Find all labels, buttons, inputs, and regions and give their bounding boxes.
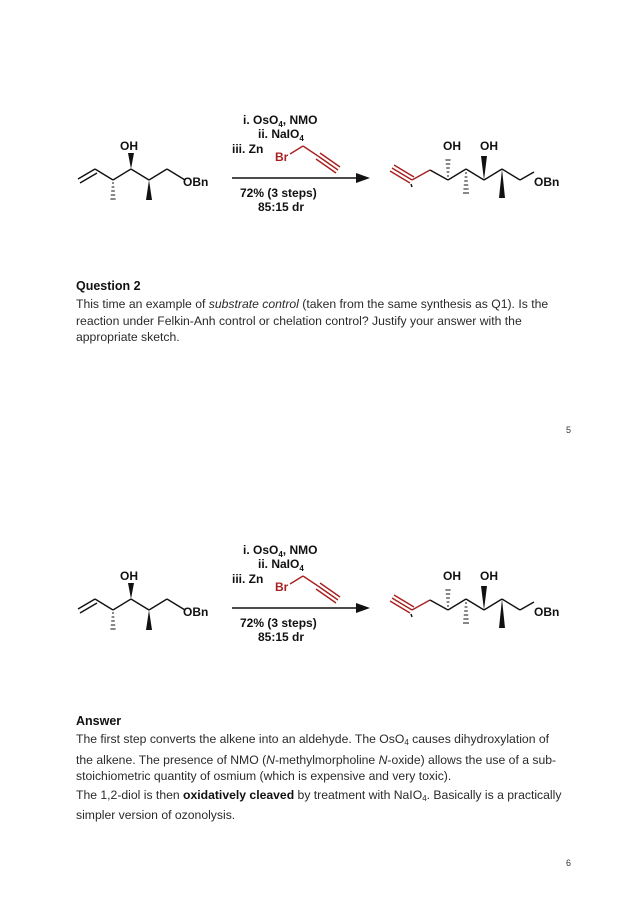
methyl-hash-1 [110, 613, 115, 629]
answer-section [76, 713, 566, 825]
reagent-zinc: iii. Zn [232, 572, 264, 586]
product [411, 184, 412, 187]
bromide-label: Br [275, 150, 289, 164]
question-section [76, 278, 566, 348]
propargyl-bromide [290, 146, 340, 173]
dr-label: 85:15 dr [258, 200, 305, 214]
reagent-zinc: iii. Zn [232, 142, 264, 156]
reaction-scheme-top [0, 110, 638, 230]
reaction-scheme-bottom [0, 540, 638, 660]
methyl-hash-1 [110, 183, 115, 199]
methyl-hash-product [463, 603, 469, 623]
answer-paragraph-1: The first step converts the alkene into an aldehyde. The OsO$_4$ causes dihydroxylation of the alkene. The presence of NMO (N-methylmorpholine N-oxide) allows the use of a sub-stoichiometric quantity of osmium (which is expensive and very toxic). [76, 732, 557, 784]
product [411, 614, 412, 617]
oh-hash-product [445, 590, 450, 606]
oh-wedge [128, 153, 134, 169]
obn-label-product: OBn [534, 175, 560, 189]
oh-label-product-2: OH [480, 569, 498, 583]
question-text: This time an example of substrate control (taken from the same synthesis as Q1). Is the reaction under Felkin-Anh control or chelation control? Justify your answer with the appropriate sketch. [76, 297, 549, 345]
bromide-label: Br [275, 580, 289, 594]
arrow-head [356, 603, 370, 613]
propargyl-bromide [290, 576, 340, 603]
methyl-hash-product [463, 173, 469, 193]
answer-paragraph-2: The 1,2-diol is then oxidatively cleaved by treatment with NaIO$_4$. Basically is a practically simpler version of ozonolysis. [76, 787, 562, 823]
obn-label-product: OBn [534, 605, 560, 619]
oh-label-sm: OH [120, 139, 138, 153]
product-chain [430, 169, 534, 180]
starting-material [78, 169, 185, 183]
reagent-periodate: ii. NaIO$_4$ [258, 127, 304, 143]
methyl-wedge-1 [146, 610, 152, 630]
oh-label-sm: OH [120, 569, 138, 583]
oh-label-product-2: OH [480, 139, 498, 153]
reagent-periodate: ii. NaIO$_4$ [258, 557, 304, 573]
obn-label-sm: OBn [183, 605, 209, 619]
oh-wedge-product [481, 586, 487, 610]
product-alkyne [390, 165, 430, 183]
oh-label-product-1: OH [443, 139, 461, 153]
product-alkyne [390, 595, 430, 613]
methyl-wedge-product [499, 169, 505, 198]
starting-material [78, 599, 185, 613]
question-heading: Question 2 [76, 279, 141, 293]
oh-label-product-1: OH [443, 569, 461, 583]
arrow-head [356, 173, 370, 183]
reagent-osmium: i. OsO$_4$, NMO [243, 543, 318, 559]
oh-wedge [128, 583, 134, 599]
reagent-osmium: i. OsO$_4$, NMO [243, 113, 318, 129]
dr-label: 85:15 dr [258, 630, 305, 644]
product-chain [430, 599, 534, 610]
methyl-wedge-product [499, 599, 505, 628]
yield-label: 72% (3 steps) [240, 616, 317, 630]
answer-heading: Answer [76, 714, 122, 728]
oh-hash-product [445, 160, 450, 176]
methyl-wedge-1 [146, 180, 152, 200]
obn-label-sm: OBn [183, 175, 209, 189]
page-number-5: 5 [566, 425, 572, 435]
page-number-6: 6 [566, 858, 572, 868]
yield-label: 72% (3 steps) [240, 186, 317, 200]
oh-wedge-product [481, 156, 487, 180]
